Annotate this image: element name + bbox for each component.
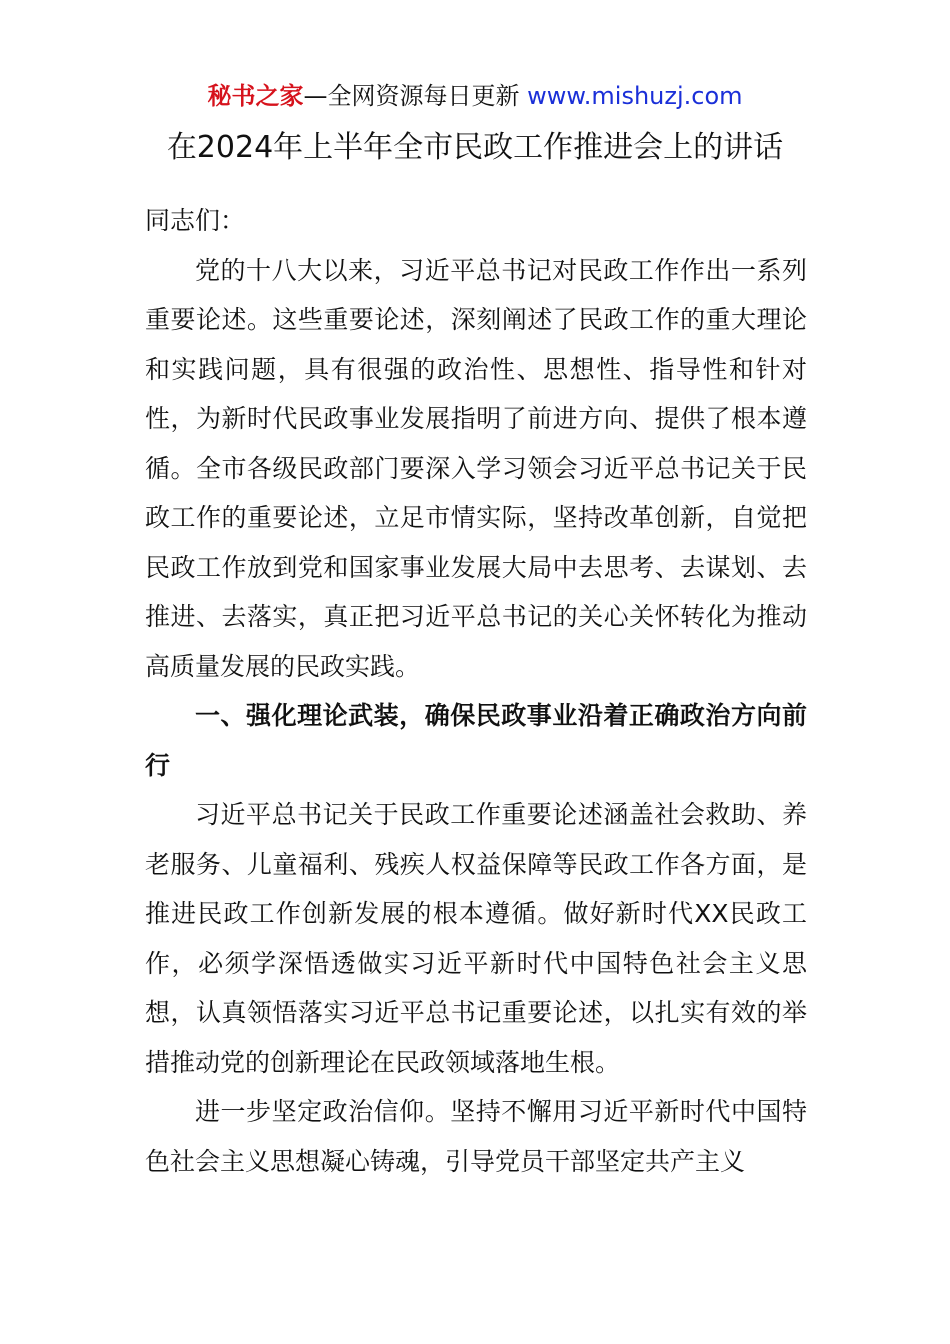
salutation-paragraph: 同志们： xyxy=(145,206,246,235)
site-header xyxy=(0,80,950,112)
site-url-link[interactable]: www.mishuzj.com xyxy=(527,82,743,110)
site-name: 秘书之家 xyxy=(207,82,304,110)
body-paragraph: 习近平总书记关于民政工作重要论述涵盖社会救助、养老服务、儿童福利、残疾人权益保障等民政工作各方面，是推进民政工作创新发展的根本遵循。做好新时代XX民政工作，必须学深悟透做实习近平新时代中国特色社会主义思想，认真领悟落实习近平总书记重要论述，以扎实有效的举措推动党的创新理论在民政领域落地生根。 xyxy=(145,800,807,1077)
document-title: 在2024年上半年全市民政工作推进会上的讲话 xyxy=(166,130,784,165)
body-paragraph: 进一步坚定政治信仰。坚持不懈用习近平新时代中国特色社会主义思想凝心铸魂，引导党员干部坚定共产主义 xyxy=(145,1097,807,1176)
document-body xyxy=(145,196,807,1186)
section-heading: 一、强化理论武装，确保民政事业沿着正确政治方向前行 xyxy=(145,701,807,780)
site-tagline: —全网资源每日更新 xyxy=(303,82,520,110)
body-paragraph: 党的十八大以来，习近平总书记对民政工作作出一系列重要论述。这些重要论述，深刻阐述了民政工作的重大理论和实践问题，具有很强的政治性、思想性、指导性和针对性，为新时代民政事业发展指明了前进方向、提供了根本遵循。全市各级民政部门要深入学习领会习近平总书记关于民政工作的重要论述，立足市情实际，坚持改革创新，自觉把民政工作放到党和国家事业发展大局中去思考、去谋划、去推进、去落实，真正把习近平总书记的关心关怀转化为推动高质量发展的民政实践。 xyxy=(145,255,807,681)
